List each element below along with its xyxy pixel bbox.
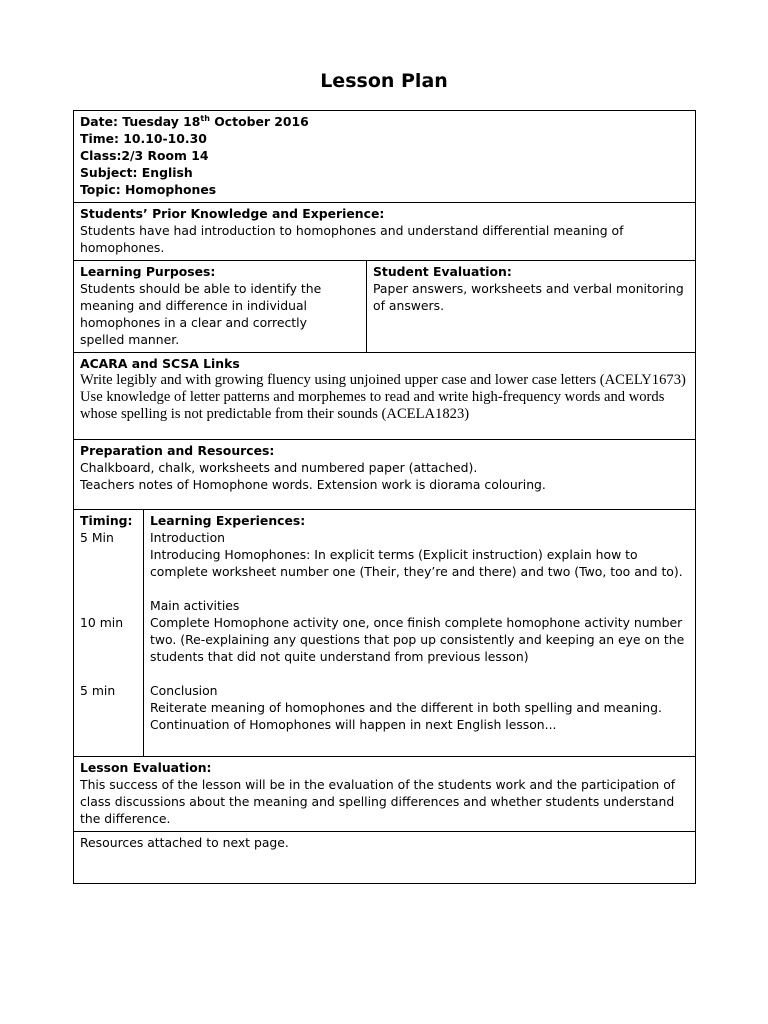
introduction-title: Introduction (150, 530, 226, 545)
learning-purposes-text: Students should be able to identify the meaning and difference in individual homophones in a clear and correctly spelled manner. (80, 281, 322, 347)
preparation-cell (74, 440, 696, 510)
timing-conclusion: 5 min (80, 683, 116, 698)
introduction-text: Introducing Homophones: In explicit terms (Explicit instruction) explain how to complete worksheet number one (Their, they’re and there) and two (Two, too and to). (150, 547, 683, 579)
acara-heading: ACARA and SCSA Links (80, 356, 240, 371)
class-line: Class:2/3 Room 14 (80, 148, 209, 163)
prior-knowledge-heading: Students’ Prior Knowledge and Experience: (80, 206, 385, 221)
acara-cell (74, 353, 696, 440)
lesson-evaluation-heading: Lesson Evaluation: (80, 760, 212, 775)
preparation-line-2: Teachers notes of Homophone words. Extension work is diorama colouring. (80, 477, 546, 492)
conclusion-text-1: Reiterate meaning of homophones and the different in both spelling and meaning. (150, 700, 662, 715)
resources-row (74, 832, 696, 884)
experiences-heading: Learning Experiences: (150, 513, 306, 528)
main-activities-text: Complete Homophone activity one, once finish complete homophone activity number two. (Re-explaining any questions that pop up consistently and keeping an eye on the students that did not quite understand from previous lesson) (150, 615, 685, 664)
conclusion-text-2: Continuation of Homophones will happen in next English lesson... (150, 717, 557, 732)
timing-main: 10 min (80, 615, 124, 630)
date-line: Date: Tuesday 18th October 2016 (80, 113, 309, 129)
resources-cell (74, 832, 696, 884)
experiences-cell (144, 510, 696, 757)
preparation-heading: Preparation and Resources: (80, 443, 275, 458)
time-line: Time: 10.10-10.30 (80, 131, 207, 146)
lesson-evaluation-row (74, 757, 696, 832)
learning-purposes-heading: Learning Purposes: (80, 264, 216, 279)
purposes-row (74, 261, 696, 353)
student-evaluation-heading: Student Evaluation: (373, 264, 512, 279)
subject-line: Subject: English (80, 165, 193, 180)
acara-row (74, 353, 696, 440)
details-row (74, 111, 696, 203)
acara-link-2: Use knowledge of letter patterns and morphemes to read and write high-frequency words and words whose spelling is not predictable from their sounds (ACELA1823) (80, 389, 665, 422)
timing-heading: Timing: (80, 513, 133, 528)
preparation-line-1: Chalkboard, chalk, worksheets and numbered paper (attached). (80, 460, 478, 475)
timing-intro: 5 Min (80, 530, 114, 545)
experiences-row (74, 510, 696, 757)
prior-knowledge-row (74, 203, 696, 261)
main-activities-title: Main activities (150, 598, 240, 613)
acara-link-1: Write legibly and with growing fluency using unjoined upper case and lower case letters (ACELY1673) (80, 372, 686, 388)
resources-note: Resources attached to next page. (80, 835, 289, 850)
prior-knowledge-cell (74, 203, 696, 261)
student-evaluation-cell (367, 261, 696, 353)
lesson-plan-table (73, 110, 696, 884)
learning-purposes-cell (74, 261, 367, 353)
lesson-evaluation-text: This success of the lesson will be in the evaluation of the students work and the participation of class discussions about the meaning and spelling differences and whether students understand the difference. (80, 777, 676, 826)
date-superscript: th (200, 113, 210, 123)
page-title: Lesson Plan (320, 70, 448, 92)
prior-knowledge-text: Students have had introduction to homophones and understand differential meaning of homophones. (80, 223, 624, 255)
student-evaluation-text: Paper answers, worksheets and verbal monitoring of answers. (373, 281, 684, 313)
preparation-row (74, 440, 696, 510)
topic-line: Topic: Homophones (80, 182, 217, 197)
details-cell (74, 111, 696, 203)
conclusion-title: Conclusion (150, 683, 218, 698)
lesson-evaluation-cell (74, 757, 696, 832)
timing-cell (74, 510, 144, 757)
